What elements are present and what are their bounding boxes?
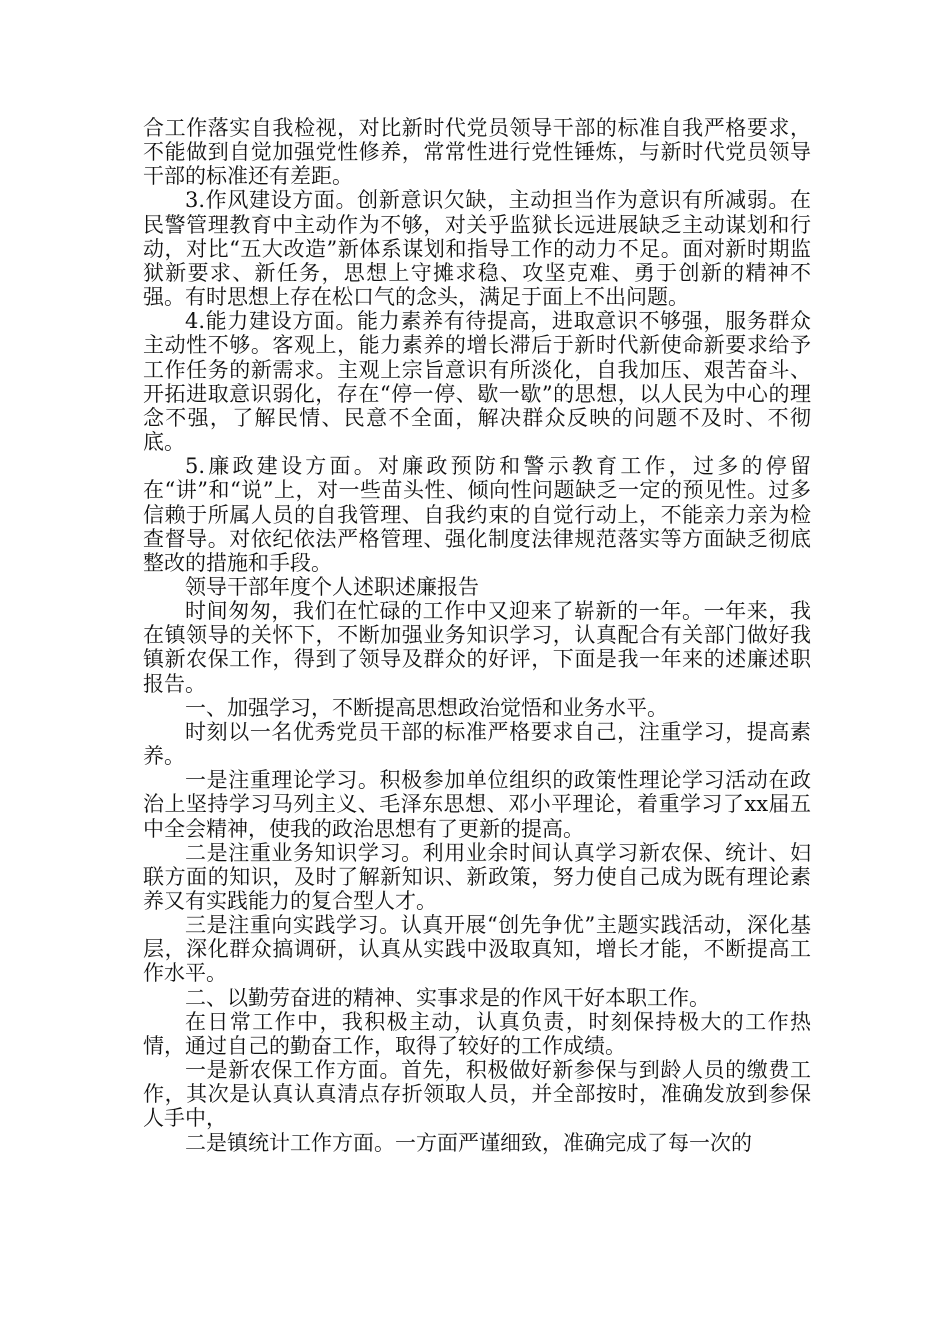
paragraph-14: 一是新农保工作方面。首先，积极做好新参保与到龄人员的缴费工作，其次是认真认真清点存折领取人员，并全部按时，准确发放到参保人手中，: [143, 1058, 811, 1131]
paragraph-8: 时刻以一名优秀党员干部的标准严格要求自己，注重学习，提高素养。: [143, 719, 811, 769]
paragraph-10: 二是注重业务知识学习。利用业余时间认真学习新农保、统计、妇联方面的知识，及时了解新知识、新政策，努力使自己成为既有理论素养又有实践能力的复合型人才。: [143, 840, 811, 913]
paragraph-1: 合工作落实自我检视，对比新时代党员领导干部的标准自我严格要求，不能做到自觉加强党性修养，常常性进行党性锤炼，与新时代党员领导干部的标准还有差距。: [143, 116, 811, 189]
document-body: [143, 116, 811, 1155]
section-heading-1: 一、加强学习，不断提高思想政治觉悟和业务水平。: [185, 695, 668, 720]
section-heading-2: 二、以勤劳奋进的精神、实事求是的作风干好本职工作。: [185, 985, 710, 1010]
paragraph-6: 时间匆匆，我们在忙碌的工作中又迎来了崭新的一年。一年来，我在镇领导的关怀下，不断加强业务知识学习，认真配合有关部门做好我镇新农保工作，得到了领导及群众的好评，下面是我一年来的述廉述职报告。: [143, 599, 811, 696]
paragraph-11: 三是注重向实践学习。认真开展“创先争优”主题实践活动，深化基层，深化群众搞调研，认真从实践中汲取真知，增长才能，不断提高工作水平。: [143, 913, 811, 986]
paragraph-4: 5.廉政建设方面。对廉政预防和警示教育工作，过多的停留在“讲”和“说”上，对一些苗头性、倾向性问题缺乏一定的预见性。过多信赖于所属人员的自我管理、自我约束的自觉行动上，不能亲力亲为检查督导。对依纪依法严格管理、强化制度法律规范落实等方面缺乏彻底整改的措施和手段。: [143, 454, 811, 575]
paragraph-3: 4.能力建设方面。能力素养有待提高，进取意识不够强，服务群众主动性不够。客观上，能力素养的增长滞后于新时代新使命新要求给予工作任务的新需求。主观上宗旨意识有所淡化，自我加压、艰苦奋斗、开拓进取意识弱化，存在“停一停、歇一歇”的思想，以人民为中心的理念不强，了解民情、民意不全面，解决群众反映的问题不及时、不彻底。: [143, 309, 811, 455]
report-title: 领导干部年度个人述职述廉报告: [185, 574, 479, 599]
paragraph-9: 一是注重理论学习。积极参加单位组织的政策性理论学习活动在政治上坚持学习马列主义、毛泽东思想、邓小平理论，着重学习了xx届五中全会精神，使我的政治思想有了更新的提高。: [143, 768, 811, 841]
paragraph-15: 二是镇统计工作方面。一方面严谨细致，准确完成了每一次的: [185, 1130, 752, 1155]
paragraph-2: 3.作风建设方面。创新意识欠缺，主动担当作为意识有所减弱。在民警管理教育中主动作为不够，对关乎监狱长远进展缺乏主动谋划和行动，对比“五大改造”新体系谋划和指导工作的动力不足。面对新时期监狱新要求、新任务，思想上守摊求稳、攻坚克难、勇于创新的精神不强。有时思想上存在松口气的念头，满足于面上不出问题。: [143, 188, 811, 310]
paragraph-13: 在日常工作中，我积极主动，认真负责，时刻保持极大的工作热情，通过自己的勤奋工作，取得了较好的工作成绩。: [143, 1009, 811, 1058]
